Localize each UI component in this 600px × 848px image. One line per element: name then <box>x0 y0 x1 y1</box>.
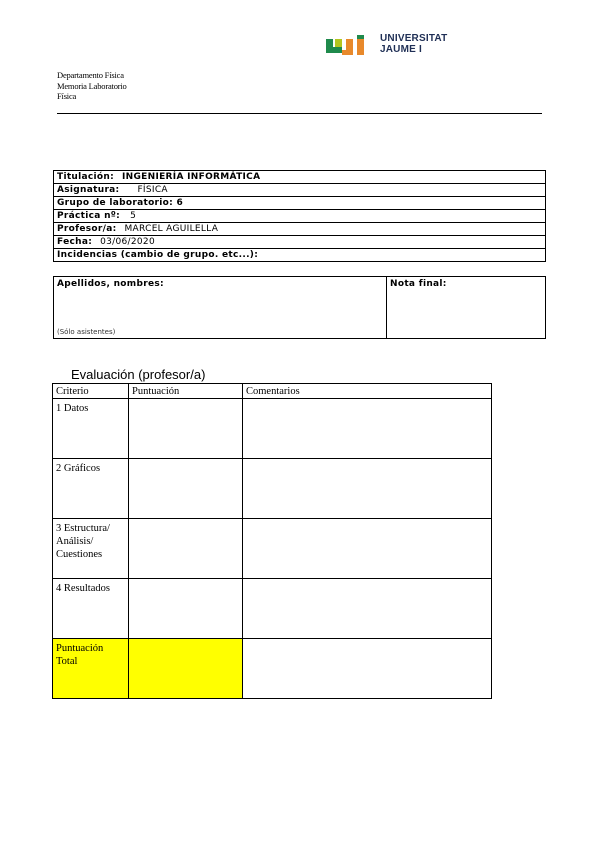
evaluation-header-row <box>53 384 492 399</box>
comment-cell[interactable] <box>243 519 492 579</box>
comment-cell[interactable] <box>243 459 492 519</box>
names-label: Apellidos, nombres: <box>57 279 164 289</box>
table-row <box>53 399 492 459</box>
info-label: Asignatura: <box>57 185 120 195</box>
header-divider <box>57 113 542 114</box>
info-row-grupo <box>54 197 545 210</box>
names-note: (Sólo asistentes) <box>57 328 116 336</box>
score-cell[interactable] <box>129 579 243 639</box>
final-grade-label: Nota final: <box>390 279 447 289</box>
criterion-cell: 3 Estructura/ Análisis/ Cuestiones <box>53 519 129 579</box>
info-value[interactable]: 5 <box>130 211 137 221</box>
info-row-incidencias <box>54 249 545 261</box>
score-cell[interactable] <box>129 459 243 519</box>
info-row-asignatura <box>54 184 545 197</box>
criterion-cell: 1 Datos <box>53 399 129 459</box>
info-box <box>53 170 546 262</box>
info-label: Grupo de laboratorio: 6 <box>57 198 184 208</box>
logo-line-1: UNIVERSITAT <box>380 33 448 44</box>
total-comment-cell[interactable] <box>243 639 492 699</box>
info-row-titulacion <box>54 171 545 184</box>
criterion-cell: 4 Resultados <box>53 579 129 639</box>
info-value[interactable]: INGENIERÍA INFORMÁTICA <box>122 172 261 182</box>
column-header-comentarios: Comentarios <box>243 384 492 399</box>
table-row <box>53 579 492 639</box>
logo-line-2: JAUME I <box>380 44 422 55</box>
comment-cell[interactable] <box>243 399 492 459</box>
score-cell[interactable] <box>129 519 243 579</box>
table-row <box>53 519 492 579</box>
comment-cell[interactable] <box>243 579 492 639</box>
score-cell[interactable] <box>129 399 243 459</box>
table-row <box>53 459 492 519</box>
total-label-cell: Puntuación Total <box>53 639 129 699</box>
total-row <box>53 639 492 699</box>
logo-wordmark <box>380 33 447 55</box>
criterion-cell: 2 Gráficos <box>53 459 129 519</box>
info-label: Titulación: <box>57 172 115 182</box>
names-box <box>53 276 546 339</box>
info-row-practica <box>54 210 545 223</box>
evaluation-title: Evaluación (profesor/a) <box>71 367 206 382</box>
names-field[interactable] <box>54 277 387 338</box>
department-line: Física <box>57 91 77 101</box>
info-value[interactable]: FÍSICA <box>137 185 168 195</box>
info-row-fecha <box>54 236 545 249</box>
department-header <box>57 70 127 102</box>
department-line: Departamento Física <box>57 70 124 80</box>
column-header-criterio: Criterio <box>53 384 129 399</box>
info-row-profesor <box>54 223 545 236</box>
department-line: Memoria Laboratorio <box>57 80 127 91</box>
info-label: Incidencias (cambio de grupo. etc...): <box>57 250 259 260</box>
evaluation-table <box>52 383 492 699</box>
info-label: Fecha: <box>57 237 93 247</box>
column-header-puntuacion: Puntuación <box>129 384 243 399</box>
total-score-cell[interactable] <box>129 639 243 699</box>
info-label: Profesor/a: <box>57 224 117 234</box>
info-value[interactable]: MARCEL AGUILELLA <box>124 224 219 234</box>
info-value[interactable]: 03/06/2020 <box>100 237 155 247</box>
info-label: Práctica nº: <box>57 211 121 221</box>
